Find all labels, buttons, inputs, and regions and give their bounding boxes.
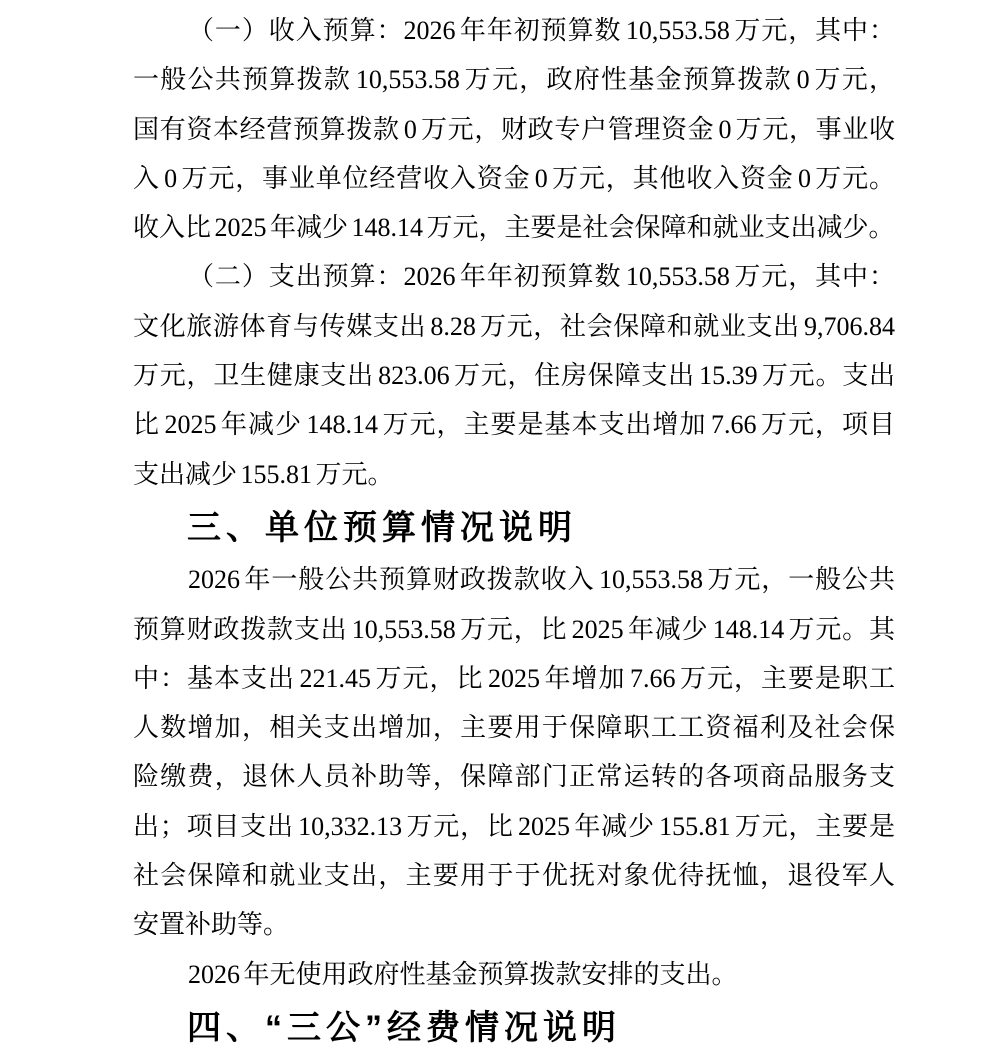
text-line: 国有资本经营预算拨款 0 万元，财政专户管理资金 0 万元，事业收	[133, 114, 895, 144]
text-line: 万元，卫生健康支出 823.06 万元，住房保障支出 15.39 万元。支出	[133, 361, 895, 391]
section-heading-three-public-expenses: 四、“三公”经费情况说明	[187, 1008, 621, 1047]
section-heading-unit-budget: 三、单位预算情况说明	[187, 508, 577, 547]
text-line: 预算财政拨款支出 10,553.58 万元，比 2025 年减少 148.14 万元。其	[133, 614, 895, 644]
text-line: 支出减少 155.81 万元。	[133, 459, 394, 489]
text-line: 出；项目支出 10,332.13 万元，比 2025 年减少 155.81 万元，主要是	[133, 811, 895, 841]
text-line: 2026 年一般公共预算财政拨款收入 10,553.58 万元，一般公共	[188, 565, 895, 595]
text-line: 收入比 2025 年减少 148.14 万元，主要是社会保障和就业支出减少。	[133, 213, 895, 243]
text-line: 险缴费，退休人员补助等，保障部门正常运转的各项商品服务支	[133, 762, 895, 792]
text-line: 入 0 万元，事业单位经营收入资金 0 万元，其他收入资金 0 万元。	[133, 163, 895, 193]
document-body	[133, 0, 895, 1055]
text-line: （二）支出预算：2026 年年初预算数 10,553.58 万元，其中：	[188, 262, 895, 292]
text-line: 2026 年无使用政府性基金预算拨款安排的支出。	[188, 959, 738, 989]
text-line: 社会保障和就业支出，主要用于于优抚对象优待抚恤，退役军人	[133, 861, 895, 891]
text-line: 人数增加，相关支出增加，主要用于保障职工工资福利及社会保	[133, 713, 895, 743]
text-line: 比 2025 年减少 148.14 万元，主要是基本支出增加 7.66 万元，项目	[133, 410, 895, 440]
text-line: 文化旅游体育与传媒支出 8.28 万元，社会保障和就业支出 9,706.84	[133, 311, 895, 341]
text-line: 中：基本支出 221.45 万元，比 2025 年增加 7.66 万元，主要是职工	[133, 663, 895, 693]
text-line: 一般公共预算拨款 10,553.58 万元，政府性基金预算拨款 0 万元，	[133, 65, 895, 95]
text-line: 安置补助等。	[133, 910, 290, 940]
text-line: （一）收入预算：2026 年年初预算数 10,553.58 万元，其中：	[188, 16, 895, 45]
